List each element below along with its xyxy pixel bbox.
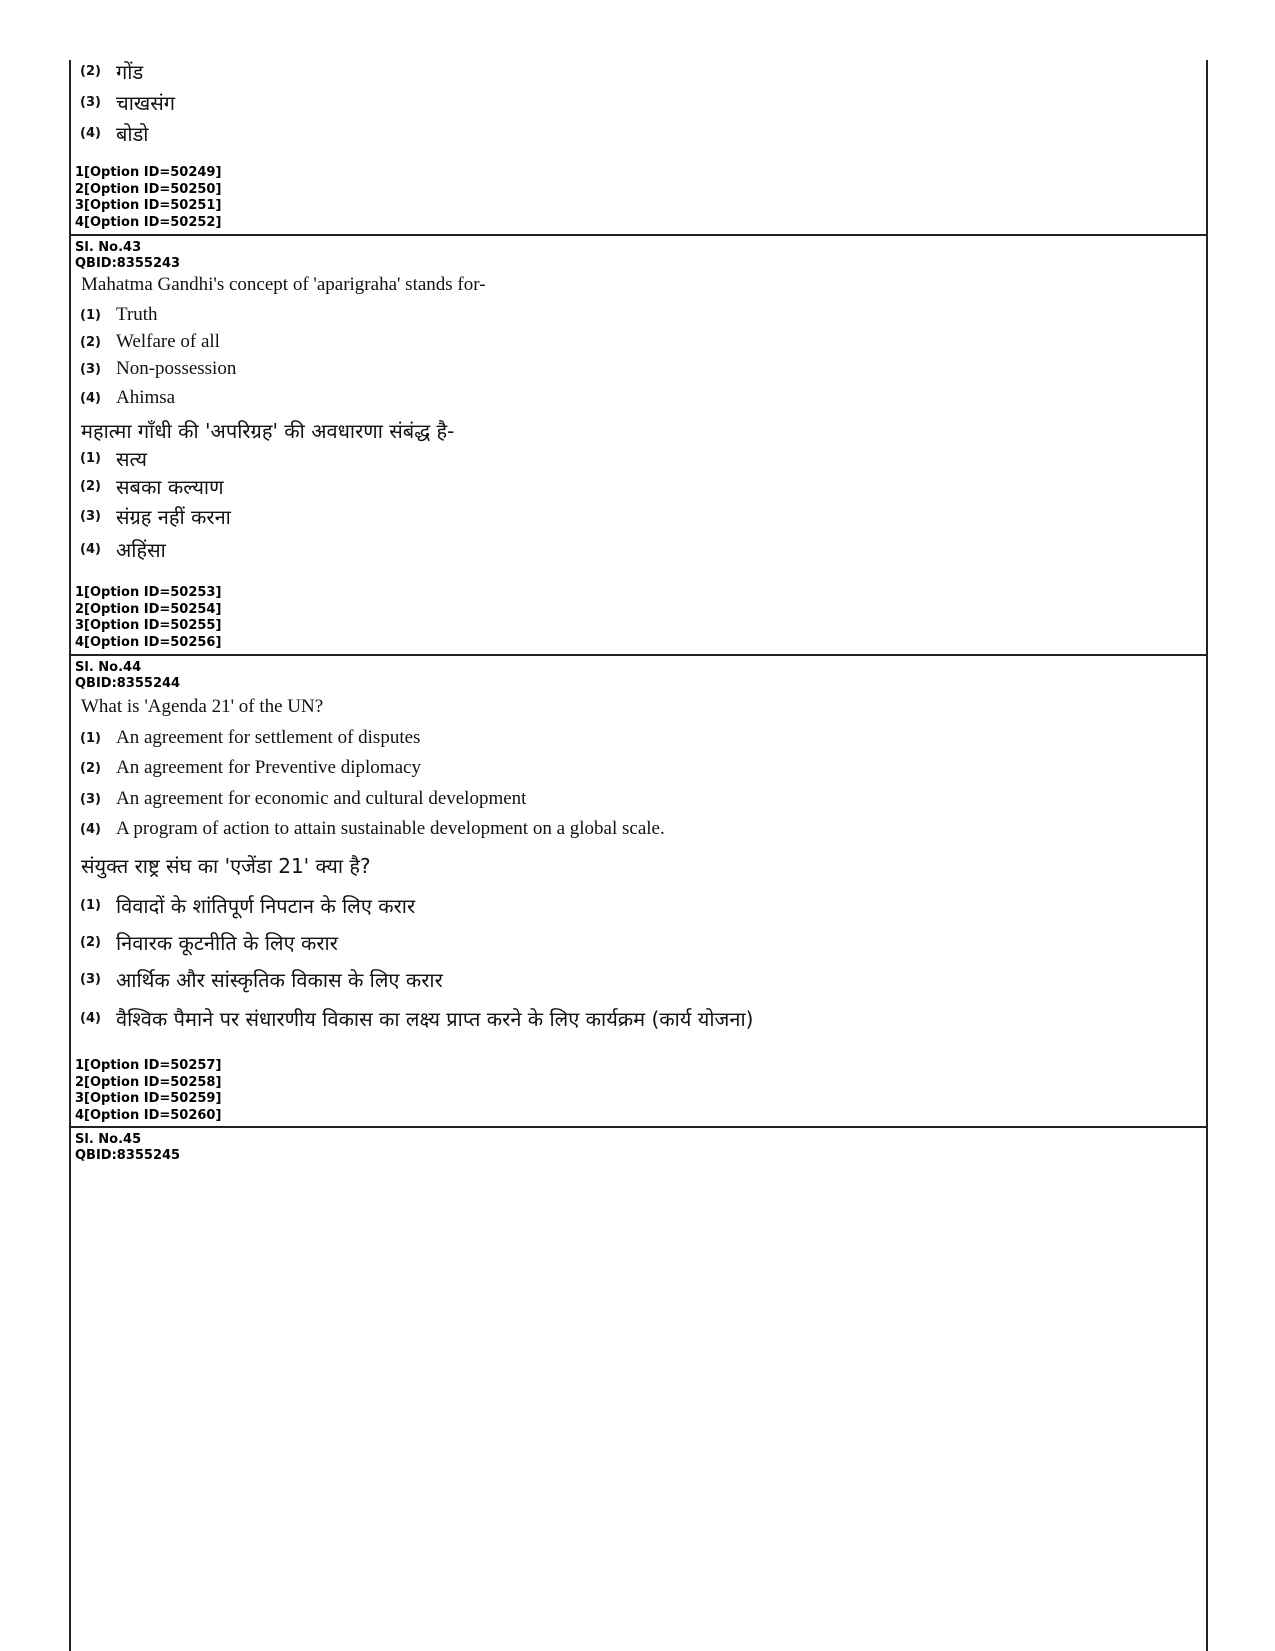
option-id: 3[Option ID=50259] — [75, 1091, 222, 1107]
option-id: 1[Option ID=50253] — [75, 585, 222, 600]
option-row — [80, 892, 415, 919]
serial-number: Sl. No.43 — [75, 240, 142, 255]
option-id: 2[Option ID=50250] — [75, 181, 222, 197]
option-id: 2[Option ID=50254] — [75, 601, 222, 617]
question-bank-id: QBID:8355243 — [75, 256, 181, 271]
option-number: (3) — [80, 95, 101, 110]
option-row — [80, 89, 175, 116]
option-text: An agreement for Preventive diplomacy — [116, 757, 421, 778]
option-id: 4[Option ID=50252] — [75, 214, 222, 230]
option-id: 4[Option ID=50256] — [75, 634, 222, 650]
option-row — [80, 536, 166, 563]
option-text: Truth — [116, 304, 158, 325]
option-text: सत्य — [116, 447, 147, 471]
option-row — [80, 727, 420, 749]
option-number: (3) — [80, 361, 101, 377]
option-id: 1[Option ID=50257] — [75, 1058, 222, 1073]
option-id: 3[Option ID=50255] — [75, 618, 222, 634]
option-row — [80, 757, 421, 779]
option-id: 4[Option ID=50260] — [75, 1107, 222, 1123]
option-number: (3) — [80, 972, 101, 987]
option-id: 1[Option ID=50249] — [75, 165, 222, 180]
question-header — [71, 1132, 1206, 1164]
option-row — [80, 929, 338, 956]
question-text-en: What is 'Agenda 21' of the UN? — [81, 696, 324, 717]
question-divider — [69, 654, 1208, 656]
option-row — [80, 503, 231, 530]
option-row — [80, 387, 175, 409]
option-number: (2) — [80, 334, 101, 350]
question-divider — [69, 1126, 1208, 1128]
option-id: 3[Option ID=50251] — [75, 198, 222, 214]
option-row — [80, 818, 665, 840]
option-text: Welfare of all — [116, 331, 220, 352]
option-text: गोंड — [116, 60, 144, 84]
option-row — [80, 1005, 753, 1032]
option-number: (4) — [80, 542, 101, 557]
option-text: An agreement for economic and cultural development — [116, 788, 527, 809]
option-row — [80, 966, 443, 993]
option-row — [80, 304, 158, 326]
option-row — [80, 473, 224, 500]
question-header — [71, 240, 1206, 272]
option-id-list — [75, 165, 221, 231]
option-number: (1) — [80, 451, 101, 466]
serial-number: Sl. No.45 — [75, 1132, 142, 1147]
option-text: वैश्विक पैमाने पर संधारणीय विकास का लक्ष्य प्राप्त करने के लिए कार्यक्रम (कार्य योजना) — [116, 1007, 754, 1031]
question-text-hi: संयुक्त राष्ट्र संघ का 'एजेंडा 21' क्या है? — [81, 854, 371, 878]
option-text: A program of action to attain sustainable development on a global scale. — [116, 818, 665, 839]
option-text: विवादों के शांतिपूर्ण निपटान के लिए करार — [116, 894, 416, 918]
option-number: (4) — [80, 821, 101, 837]
option-number: (3) — [80, 791, 101, 807]
option-id: 2[Option ID=50258] — [75, 1074, 222, 1090]
option-text: बोडो — [116, 122, 149, 146]
question-header — [71, 660, 1206, 692]
option-number: (1) — [80, 898, 101, 913]
option-text: सबका कल्याण — [116, 475, 224, 499]
option-text: Non-possession — [116, 358, 237, 379]
question-text-en: Mahatma Gandhi's concept of 'aparigraha' stands for- — [81, 274, 486, 295]
question-text-hi: महात्मा गाँधी की 'अपरिग्रह' की अवधारणा संबंद्ध है- — [81, 419, 455, 443]
option-text: निवारक कूटनीति के लिए करार — [116, 931, 338, 955]
option-id-list — [75, 585, 221, 651]
option-number: (2) — [80, 479, 101, 494]
option-row — [80, 120, 148, 147]
option-row — [80, 788, 526, 810]
option-number: (1) — [80, 307, 101, 323]
option-number: (2) — [80, 760, 101, 776]
option-row — [80, 358, 236, 380]
option-text: Ahimsa — [116, 387, 176, 408]
option-number: (2) — [80, 935, 101, 950]
option-number: (1) — [80, 730, 101, 746]
option-text: An agreement for settlement of disputes — [116, 727, 421, 748]
option-id-list — [75, 1058, 221, 1124]
option-row — [80, 331, 220, 353]
option-row — [80, 445, 147, 472]
option-number: (2) — [80, 64, 101, 79]
question-divider — [69, 234, 1208, 236]
option-number: (4) — [80, 1011, 101, 1026]
question-bank-id: QBID:8355244 — [75, 676, 181, 691]
serial-number: Sl. No.44 — [75, 660, 142, 675]
option-row — [80, 58, 143, 85]
option-text: संग्रह नहीं करना — [116, 505, 231, 529]
option-number: (4) — [80, 126, 101, 141]
option-text: आर्थिक और सांस्कृतिक विकास के लिए करार — [116, 968, 443, 992]
option-number: (4) — [80, 390, 101, 406]
question-bank-id: QBID:8355245 — [75, 1148, 181, 1163]
option-text: अहिंसा — [116, 538, 166, 562]
option-number: (3) — [80, 509, 101, 524]
option-text: चाखसंग — [116, 91, 176, 115]
